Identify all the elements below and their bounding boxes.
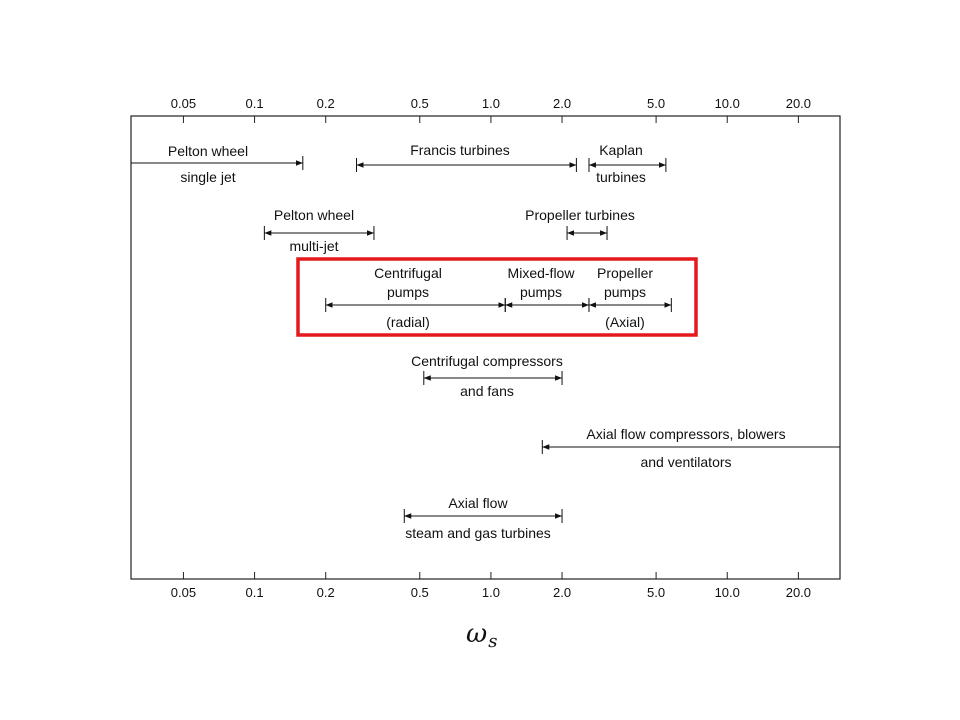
range-propeller-turbines <box>525 207 635 240</box>
label-centrifugal-pumps-3: (radial) <box>386 314 430 330</box>
bottom-tick-label: 0.5 <box>410 585 429 600</box>
bottom-tick-label: 10.0 <box>714 585 740 600</box>
range-pelton-multi <box>264 207 374 254</box>
label-kaplan-1: Kaplan <box>599 142 643 158</box>
top-tick-label: 0.05 <box>170 96 197 111</box>
bottom-tick-label: 0.1 <box>245 585 264 600</box>
top-axis-ticks <box>171 96 811 123</box>
label-propeller-pumps-2: pumps <box>603 284 647 300</box>
label-centrifugal-compressors-2: and fans <box>460 383 514 399</box>
top-tick-label: 20.0 <box>785 96 812 111</box>
label-propeller-pumps-1: Propeller <box>596 265 654 281</box>
bottom-tick-label: 2.0 <box>553 585 572 600</box>
label-centrifugal-pumps-2: pumps <box>386 284 430 300</box>
top-tick-label: 10.0 <box>714 96 740 111</box>
label-kaplan-2: turbines <box>596 169 646 185</box>
label-axial-turbines-1: Axial flow <box>448 495 508 511</box>
label-pelton-single-1: Pelton wheel <box>167 143 249 159</box>
bottom-tick-label: 0.2 <box>316 585 335 600</box>
top-tick-label: 0.1 <box>245 96 264 111</box>
bottom-tick-label: 1.0 <box>481 585 500 600</box>
range-francis <box>357 142 577 172</box>
bottom-axis-ticks <box>171 572 811 600</box>
label-mixed-flow-pumps-2: pumps <box>519 284 563 300</box>
top-tick-label: 0.5 <box>410 96 429 111</box>
top-tick-label: 0.2 <box>316 96 335 111</box>
label-francis: Francis turbines <box>410 142 510 158</box>
bottom-tick-label: 5.0 <box>647 585 666 600</box>
range-centrifugal-compressors <box>411 353 563 399</box>
range-axial-compressors <box>542 426 840 470</box>
range-propeller-pumps <box>589 265 671 330</box>
label-pelton-single-2: single jet <box>180 169 236 185</box>
x-axis-label <box>466 619 497 652</box>
top-tick-label: 5.0 <box>647 96 666 111</box>
top-tick-label: 2.0 <box>553 96 572 111</box>
bottom-tick-label: 20.0 <box>785 585 812 600</box>
label-pelton-multi-2: multi-jet <box>289 238 339 254</box>
bottom-tick-label: 0.05 <box>170 585 197 600</box>
range-mixed-flow-pumps <box>505 265 589 312</box>
label-pelton-multi-1: Pelton wheel <box>273 207 355 223</box>
range-pelton-single <box>131 143 303 185</box>
range-centrifugal-pumps <box>326 265 506 330</box>
label-mixed-flow-pumps-1: Mixed-flow <box>507 265 575 281</box>
label-axial-compressors-1: Axial flow compressors, blowers <box>586 426 786 442</box>
label-axial-turbines-2: steam and gas turbines <box>405 525 551 541</box>
label-axial-compressors-2: and ventilators <box>640 454 732 470</box>
range-kaplan <box>589 142 666 185</box>
range-axial-turbines <box>404 495 562 541</box>
label-propeller-pumps-3: (Axial) <box>605 314 645 330</box>
label-centrifugal-compressors-1: Centrifugal compressors <box>411 353 563 369</box>
top-tick-label: 1.0 <box>481 96 500 111</box>
label-centrifugal-pumps-1: Centrifugal <box>374 265 442 281</box>
x-axis-subscript: s <box>488 631 498 652</box>
label-propeller-turbines: Propeller turbines <box>525 207 635 223</box>
x-axis-symbol: ω <box>466 619 488 649</box>
